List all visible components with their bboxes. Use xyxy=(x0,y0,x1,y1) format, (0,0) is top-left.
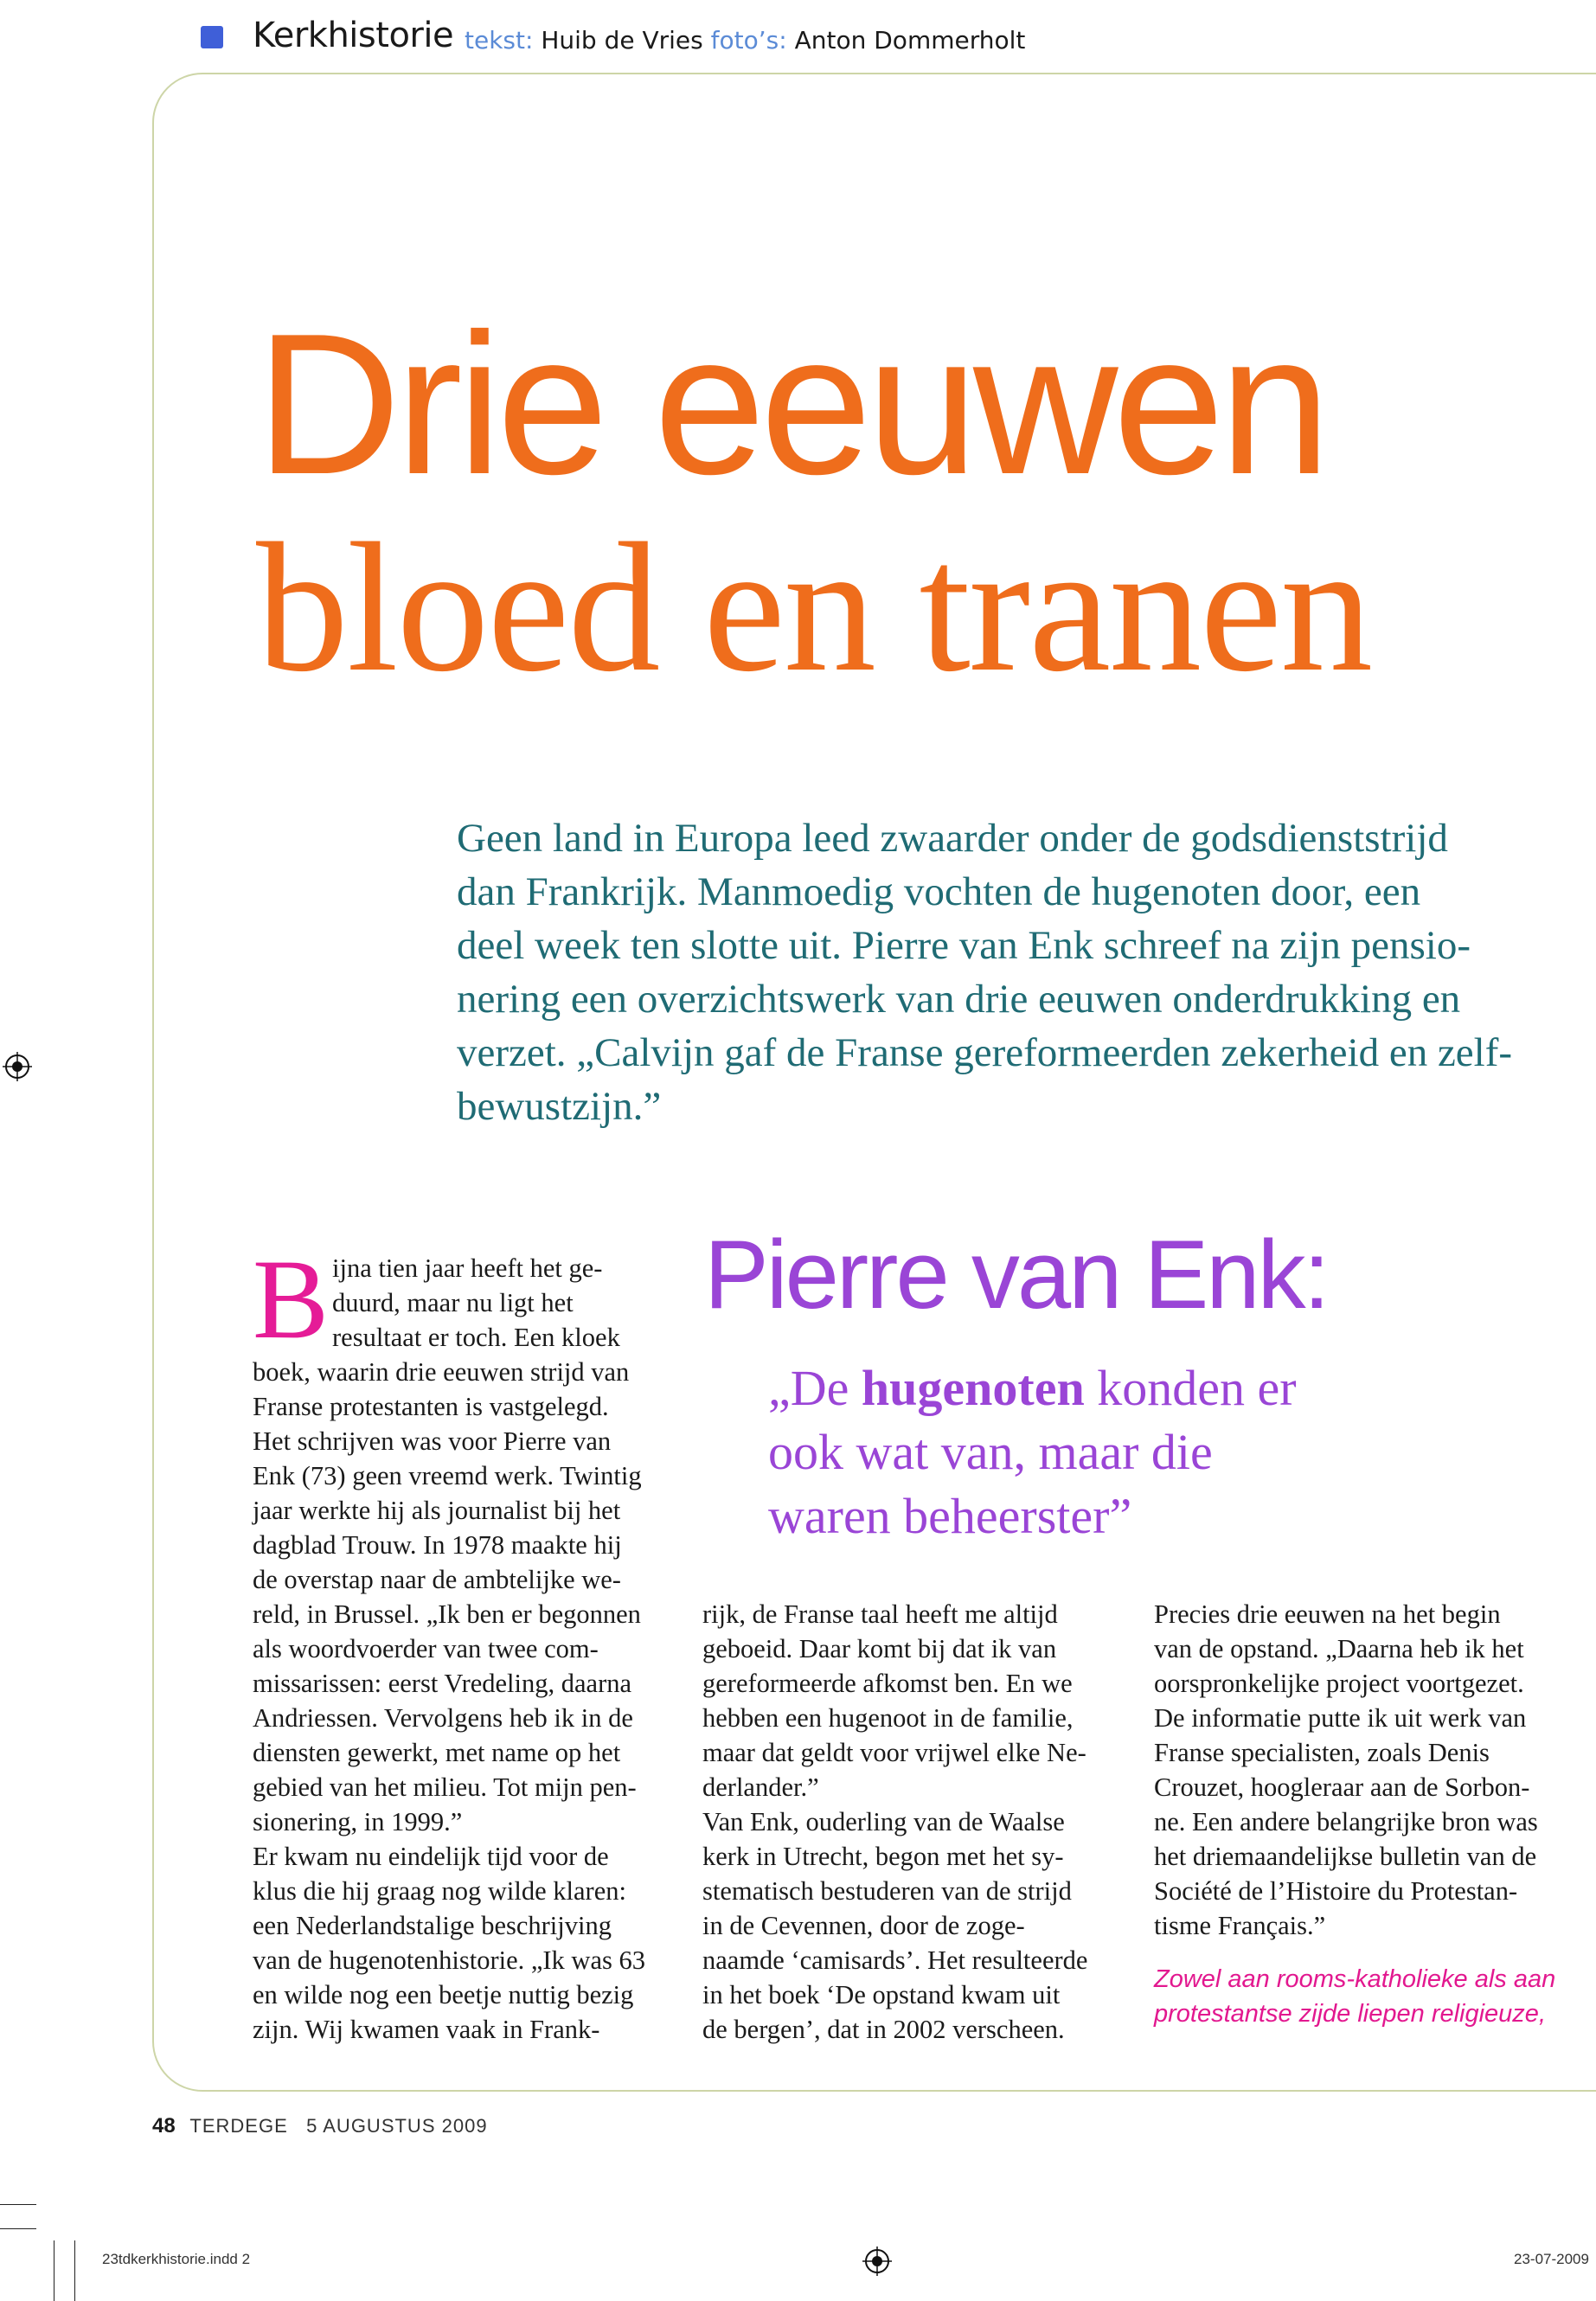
headline-line-1: Drie eeuwen xyxy=(256,292,1326,516)
registration-mark-icon xyxy=(3,1052,32,1081)
headline-line-2: bloed en tranen xyxy=(256,505,1372,710)
body-line: Franse protestanten is vastgelegd. xyxy=(253,1392,609,1421)
body-line: ijna tien jaar heeft het ge- xyxy=(332,1253,603,1283)
body-line: duurd, maar nu ligt het xyxy=(332,1288,574,1317)
body-line: als woordvoerder van twee com- xyxy=(253,1634,599,1663)
body-line: Het schrijven was voor Pierre van xyxy=(253,1426,612,1456)
page-footer xyxy=(152,2114,488,2138)
body-line: derlander.” xyxy=(702,1772,819,1802)
body-line: kerk in Utrecht, begon met het sy- xyxy=(702,1842,1064,1871)
highlight-line: Zowel aan rooms-katholieke als aan xyxy=(1154,1965,1556,1993)
body-line: een Nederlandstalige beschrijving xyxy=(253,1911,612,1940)
highlight-line: protestantse zijde liepen religieuze, xyxy=(1154,2000,1546,2028)
text-author: Huib de Vries xyxy=(541,26,703,54)
body-line: van de opstand. „Daarna heb ik het xyxy=(1154,1634,1524,1663)
section-marker-icon xyxy=(201,26,223,48)
body-line: gereformeerde afkomst ben. En we xyxy=(702,1669,1073,1698)
crop-mark xyxy=(0,2204,36,2205)
body-line: klus die hij graag nog wilde klaren: xyxy=(253,1876,626,1906)
body-line: Precies drie eeuwen na het begin xyxy=(1154,1599,1501,1629)
spacer xyxy=(1154,1943,1586,1962)
body-line: in de Cevennen, door de zoge- xyxy=(702,1911,1025,1940)
body-line: gebied van het milieu. Tot mijn pen- xyxy=(253,1772,637,1802)
pull-quote-emphasis: hugenoten xyxy=(861,1360,1085,1416)
intro-line: Geen land in Europa leed zwaarder onder de godsdienststrijd xyxy=(457,816,1448,861)
body-line: Société de l’Histoire du Protestan- xyxy=(1154,1876,1518,1906)
body-line: van de hugenotenhistorie. „Ik was 63 xyxy=(253,1945,645,1975)
body-line: naamde ‘camisards’. Het resulteerde xyxy=(702,1945,1088,1975)
body-line: de overstap naar de ambtelijke we- xyxy=(253,1565,621,1594)
intro-line: dan Frankrijk. Manmoedig vochten de hugenoten door, een xyxy=(457,869,1421,914)
body-column-2 xyxy=(702,1597,1118,2047)
intro-paragraph xyxy=(457,811,1555,1133)
pull-quote-text: „De xyxy=(768,1360,862,1416)
credits xyxy=(465,26,1025,54)
body-line: de bergen’, dat in 2002 verscheen. xyxy=(702,2015,1065,2044)
body-line: Andriessen. Vervolgens heb ik in de xyxy=(253,1703,633,1733)
body-line: diensten gewerkt, met name op het xyxy=(253,1738,621,1767)
pull-quote xyxy=(768,1356,1297,1548)
body-column-3 xyxy=(1154,1597,1586,2031)
intro-line: nering een overzichtswerk van drie eeuwen onderdrukking en xyxy=(457,977,1461,1022)
body-line: Crouzet, hoogleraar aan de Sorbon- xyxy=(1154,1772,1530,1802)
body-line: Enk (73) geen vreemd werk. Twintig xyxy=(253,1461,642,1490)
body-column-1 xyxy=(253,1251,668,2047)
pull-quote-line: ook wat van, maar die xyxy=(768,1424,1213,1480)
drop-cap: B xyxy=(253,1235,330,1362)
pull-quote-line: waren beheerster” xyxy=(768,1488,1132,1544)
text-label: tekst: xyxy=(465,26,534,54)
body-line: reld, in Brussel. „Ik ben er begonnen xyxy=(253,1599,641,1629)
body-line: sionering, in 1999.” xyxy=(253,1807,463,1836)
body-line: dagblad Trouw. In 1978 maakte hij xyxy=(253,1530,622,1560)
intro-line: deel week ten slotte uit. Pierre van Enk schreef na zijn pensio- xyxy=(457,923,1471,968)
body-line: De informatie putte ik uit werk van xyxy=(1154,1703,1527,1733)
crop-mark xyxy=(74,2240,75,2301)
photo-author: Anton Dommerholt xyxy=(794,26,1026,54)
intro-line: bewustzijn.” xyxy=(457,1084,662,1129)
issue-date: 5 AUGUSTUS 2009 xyxy=(306,2115,488,2137)
body-line: oorspronkelijke project voortgezet. xyxy=(1154,1669,1524,1698)
body-line: rijk, de Franse taal heeft me altijd xyxy=(702,1599,1058,1629)
slug-date: 23-07-2009 xyxy=(1514,2251,1589,2267)
body-line: Franse specialisten, zoals Denis xyxy=(1154,1738,1490,1767)
pull-quote-text: konden er xyxy=(1084,1360,1297,1416)
body-line: Van Enk, ouderling van de Waalse xyxy=(702,1807,1065,1836)
body-line: en wilde nog een beetje nuttig bezig xyxy=(253,1980,634,2009)
body-line: boek, waarin drie eeuwen strijd van xyxy=(253,1357,630,1387)
intro-line: verzet. „Calvijn gaf de Franse gereformeerden zekerheid en zelf- xyxy=(457,1030,1513,1075)
registration-mark-icon xyxy=(862,2247,892,2276)
body-line: jaar werkte hij als journalist bij het xyxy=(253,1496,621,1525)
pull-quote-name: Pierre van Enk: xyxy=(704,1221,1328,1329)
body-line: resultaat er toch. Een kloek xyxy=(332,1323,620,1352)
body-line: geboeid. Daar komt bij dat ik van xyxy=(702,1634,1057,1663)
pull-quote-line xyxy=(768,1356,1297,1420)
body-line: ne. Een andere belangrijke bron was xyxy=(1154,1807,1538,1836)
magazine-name: TERDEGE xyxy=(189,2115,288,2137)
photo-label: foto’s: xyxy=(710,26,787,54)
body-line: het driemaandelijkse bulletin van de xyxy=(1154,1842,1537,1871)
body-line: in het boek ‘De opstand kwam uit xyxy=(702,1980,1061,2009)
section-title: Kerkhistorie xyxy=(253,16,454,55)
body-line: hebben een hugenoot in de familie, xyxy=(702,1703,1074,1733)
body-line: missarissen: eerst Vredeling, daarna xyxy=(253,1669,632,1698)
page-number: 48 xyxy=(152,2114,176,2138)
body-line: Er kwam nu eindelijk tijd voor de xyxy=(253,1842,609,1871)
body-line: tisme Français.” xyxy=(1154,1911,1326,1940)
body-line: stematisch bestuderen van de strijd xyxy=(702,1876,1072,1906)
body-line: zijn. Wij kwamen vaak in Frank- xyxy=(253,2015,600,2044)
body-line: maar dat geldt voor vrijwel elke Ne- xyxy=(702,1738,1086,1767)
slug-filename: 23tdkerkhistorie.indd 2 xyxy=(102,2251,251,2267)
crop-mark xyxy=(0,2228,36,2229)
